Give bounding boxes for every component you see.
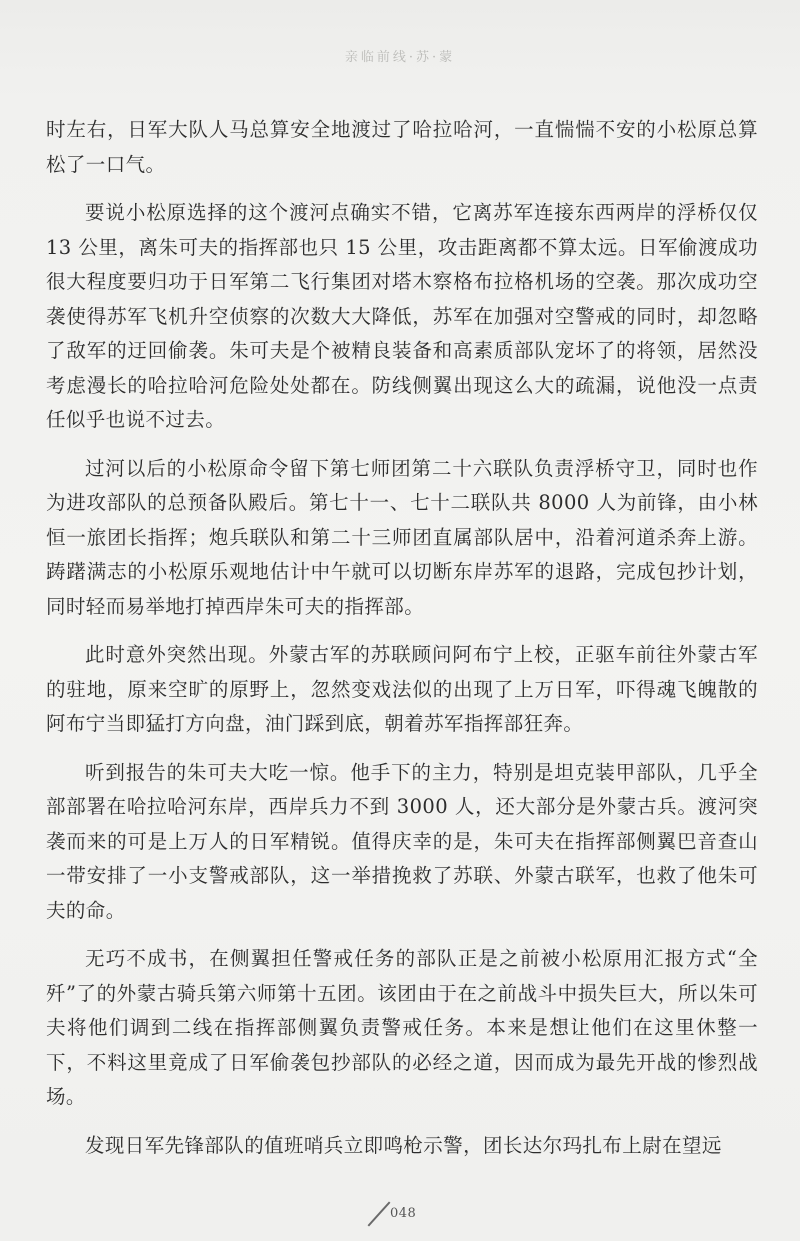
page-number-block — [372, 1198, 432, 1232]
paragraph: 此时意外突然出现。外蒙古军的苏联顾问阿布宁上校，正驱车前往外蒙古军的驻地，原来空旷的原野上，忽然变戏法似的出现了上万日军，吓得魂飞魄散的阿布宁当即猛打方向盘，油门踩到底，朝着苏军指挥部狂奔。 — [46, 643, 758, 735]
paragraph: 发现日军先锋部队的值班哨兵立即鸣枪示警，团长达尔玛扎布上尉在望远 — [85, 1133, 722, 1157]
slash-ornament-icon — [368, 1201, 391, 1226]
paragraph: 要说小松原选择的这个渡河点确实不错，它离苏军连接东西两岸的浮桥仅仅 13 公里，离朱可夫的指挥部也只 15 公里，攻击距离都不算太远。日军偷渡成功很大程度要归功于日军第二飞行集团对塔木察格布拉格机场的空袭。那次成功空袭使得苏军飞机升空侦察的次数大大降低，苏军在加强对空警戒的同时，却忽略了敌军的迂回偷袭。朱可夫是个被精良装备和高素质部队宠坏了的将领，居然没考虑漫长的哈拉哈河危险处处都在。防线侧翼出现这么大的疏漏，说他没一点责任似乎也说不过去。 — [46, 201, 758, 431]
paragraph-continued: 时左右，日军大队人马总算安全地渡过了哈拉哈河，一直惴惴不安的小松原总算松了一口气。 — [46, 118, 758, 176]
running-head: 亲临前线·苏·蒙 — [344, 50, 456, 65]
paragraph: 听到报告的朱可夫大吃一惊。他手下的主力，特别是坦克装甲部队，几乎全部部署在哈拉哈河东岸，西岸兵力不到 3000 人，还大部分是外蒙古兵。渡河突袭而来的可是上万人的日军精锐。值得庆幸的是，朱可夫在指挥部侧翼巴音查山一带安排了一小支警戒部队，这一举措挽救了苏联、外蒙古联军，也救了他朱可夫的命。 — [46, 760, 758, 922]
page-number: 048 — [390, 1206, 417, 1221]
paragraph: 无巧不成书，在侧翼担任警戒任务的部队正是之前被小松原用汇报方式“全歼”了的外蒙古骑兵第六师第十五团。该团由于在之前战斗中损失巨大，所以朱可夫将他们调到二线在指挥部侧翼负责警戒任务。本来是想让他们在这里休整一下，不料这里竟成了日军偷袭包抄部队的必经之道，因而成为最先开战的惨烈战场。 — [46, 947, 758, 1108]
paragraph: 过河以后的小松原命令留下第七师团第二十六联队负责浮桥守卫，同时也作为进攻部队的总预备队殿后。第七十一、七十二联队共 8000 人为前锋，由小林恒一旅团长指挥；炮兵联队和第二十三师团直属部队居中，沿着河道杀奔上游。踌躇满志的小松原乐观地估计中午就可以切断东岸苏军的退路，完成包抄计划，同时轻而易举地打掉西岸朱可夫的指挥部。 — [46, 456, 758, 618]
body-text — [46, 113, 758, 1177]
